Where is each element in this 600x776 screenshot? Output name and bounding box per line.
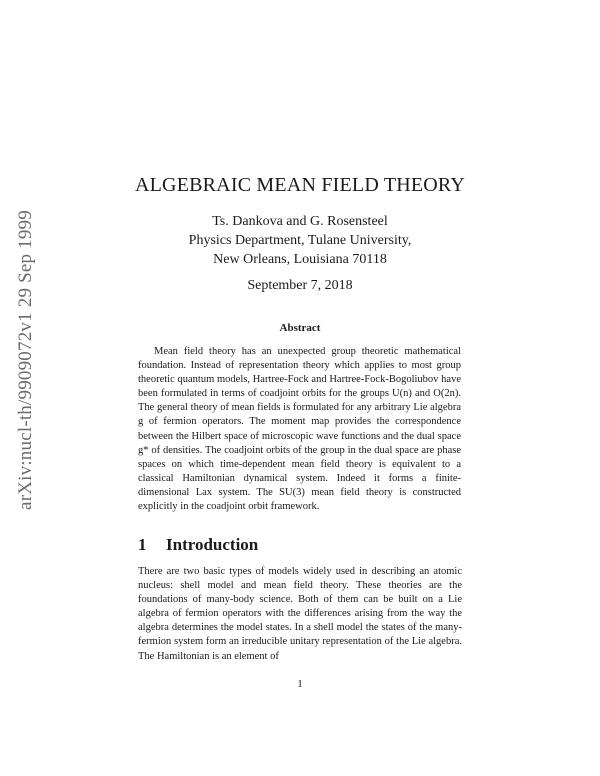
author-address: New Orleans, Louisiana 70118 xyxy=(213,252,387,267)
author-names: Ts. Dankova and G. Rosensteel xyxy=(212,214,388,229)
author-affiliation: Physics Department, Tulane University, xyxy=(188,233,412,248)
page-number: 1 xyxy=(297,678,303,690)
section-title: Introduction xyxy=(166,535,259,554)
section-heading xyxy=(138,535,468,555)
paper-date: September 7, 2018 xyxy=(247,278,353,293)
section-number: 1 xyxy=(138,535,147,554)
introduction-text: There are two basic types of models widely used in describing an atomic nucleus: shell model and mean field theory. These theories are the foundations of many-body science. Both of them can be built on a Lie algebra of fermion operators with the differences arising from the way the algebra determines the model states. In a shell model the states of the many-fermion system form an irreducible unitary representation of the Lie algebra. The Hamiltonian is an element of xyxy=(138,566,462,662)
arxiv-stamp: arXiv:nucl-th/9909072v1 29 Sep 1999 xyxy=(15,210,37,510)
author-block xyxy=(0,212,600,269)
abstract-heading: Abstract xyxy=(279,322,321,334)
paper-title: ALGEBRAIC MEAN FIELD THEORY xyxy=(134,174,466,196)
abstract-text: Mean field theory has an unexpected group theoretic mathematical foundation. Instead of representation theory which applies to most group theoretic quantum models, Hartree-Fock and Hartree-Fock-Bogoliubov have been formulated in terms of coadjoint orbits for the groups U(n) and O(2n). The general theory of mean fields is formulated for any arbitrary Lie algebra g of fermion operators. The moment map provides the correspondence between the Hilbert space of microscopic wave functions and the dual space g* of densities. The coadjoint orbits of the group in the dual space are phase spaces on which time-dependent mean field theory is equivalent to a classical Hamiltonian dynamical system. Indeed it forms a finite-dimensional Lax system. The SU(3) mean field theory is constructed explicitly in the coadjoint orbit framework. xyxy=(138,346,461,513)
